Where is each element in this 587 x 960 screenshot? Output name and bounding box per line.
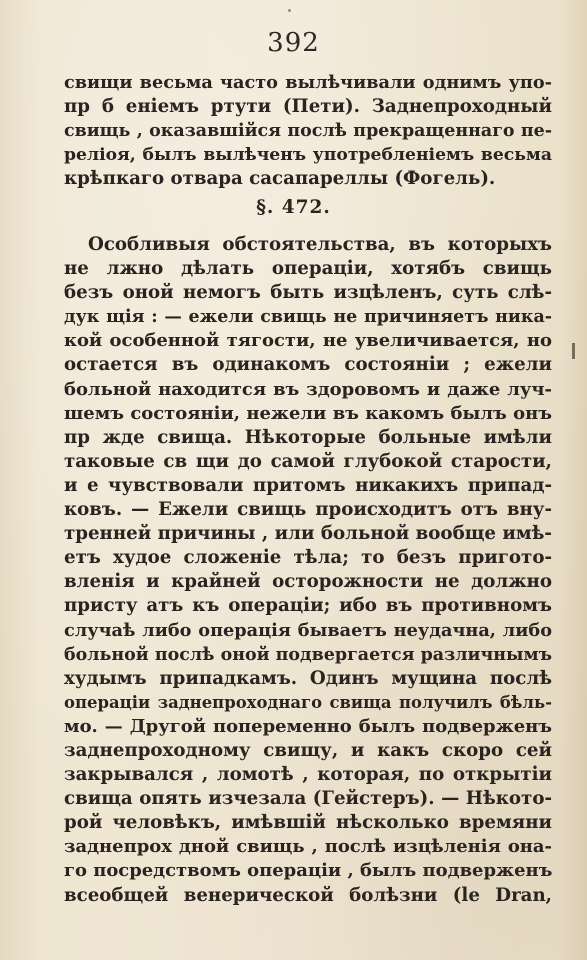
text-line: всеобщей венерической болѣзни (le Dran,: [64, 884, 552, 906]
text-line: ковъ. — Ежели свищь происходитъ отъ вну-: [64, 499, 552, 521]
text-line: свища опять изчезала (Гейстеръ). — Нѣкото-: [64, 788, 552, 810]
paragraph-section-472: [64, 233, 552, 908]
text-line: свищь , оказавшійся послѣ прекращеннаго пе-: [64, 121, 552, 142]
text-line: пр б еніемъ ртути (Пети). Заднепроходный: [64, 96, 552, 118]
margin-mark: [572, 343, 575, 359]
text-line: случаѣ либо операція бываетъ неудачна, либо: [64, 619, 552, 641]
text-line: безъ оной немогъ быть изцѣленъ, суть слѣ-: [64, 282, 552, 304]
text-line: худымъ припадкамъ. Одинъ мущина послѣ: [64, 667, 552, 689]
text-line: пр жде свища. Нѣкоторые больные имѣли: [64, 426, 552, 448]
text-line: тренней причины , или больной вообще имѣ-: [64, 523, 552, 545]
text-line: шемъ состояніи, нежели въ какомъ былъ онъ: [64, 402, 552, 424]
paragraph-continuation: [64, 71, 552, 191]
text-line: етъ худое сложеніе тѣла; то безъ пригото-: [64, 547, 552, 569]
text-line: Особливыя обстоятельства, въ которыхъ: [88, 234, 552, 255]
text-line: больной послѣ оной подвергается различнымъ: [64, 644, 552, 665]
text-line: кой особенной тягости, не увеличивается, но: [64, 330, 552, 352]
text-line: свищи весьма часто вылѣчивали однимъ упо-: [64, 72, 552, 93]
text-line: дук щія : — ежели свищь не причиняетъ ника-: [64, 307, 552, 328]
text-line: заднепроходному свищу, и какъ скоро сей: [64, 739, 552, 761]
page-number: 392: [267, 28, 320, 58]
text-line: заднепрох дной свищь , послѣ изцѣленія она-: [64, 836, 552, 858]
text-line: мо. — Другой попеременно былъ подверженъ: [64, 715, 552, 737]
text-line: не лжно дѣлать операціи, хотябъ свищь: [64, 258, 552, 280]
text-line: го посредствомъ операціи , былъ подверженъ: [64, 860, 553, 882]
text-line: реліоя, былъ вылѣченъ употребленіемъ весьма: [64, 145, 552, 166]
text-line: таковые св щи до самой глубокой старости,: [64, 450, 552, 472]
text-line: вленія и крайней осторожности не должно: [64, 571, 552, 593]
text-line: закрывался , ломотѣ , которая, по открытіи: [64, 764, 552, 786]
text-line: и е чувствовали притомъ никакихъ припад-: [64, 474, 552, 496]
text-line: больной находится въ здоровомъ и даже луч-: [64, 378, 552, 400]
text-line: крѣпкаго отвара сасапареллы (Фогель).: [64, 168, 496, 190]
ink-speck: [288, 9, 291, 12]
text-line: операціи заднепроходнаго свища получилъ бѣль-: [64, 692, 552, 712]
section-heading: §. 472.: [256, 197, 331, 218]
text-line: остается въ одинакомъ состояніи ; ежели: [64, 354, 552, 376]
text-line: присту атъ къ операціи; ибо въ противномъ: [64, 595, 552, 617]
text-line: рой человѣкъ, имѣвшій нѣсколько времяни: [64, 812, 552, 834]
